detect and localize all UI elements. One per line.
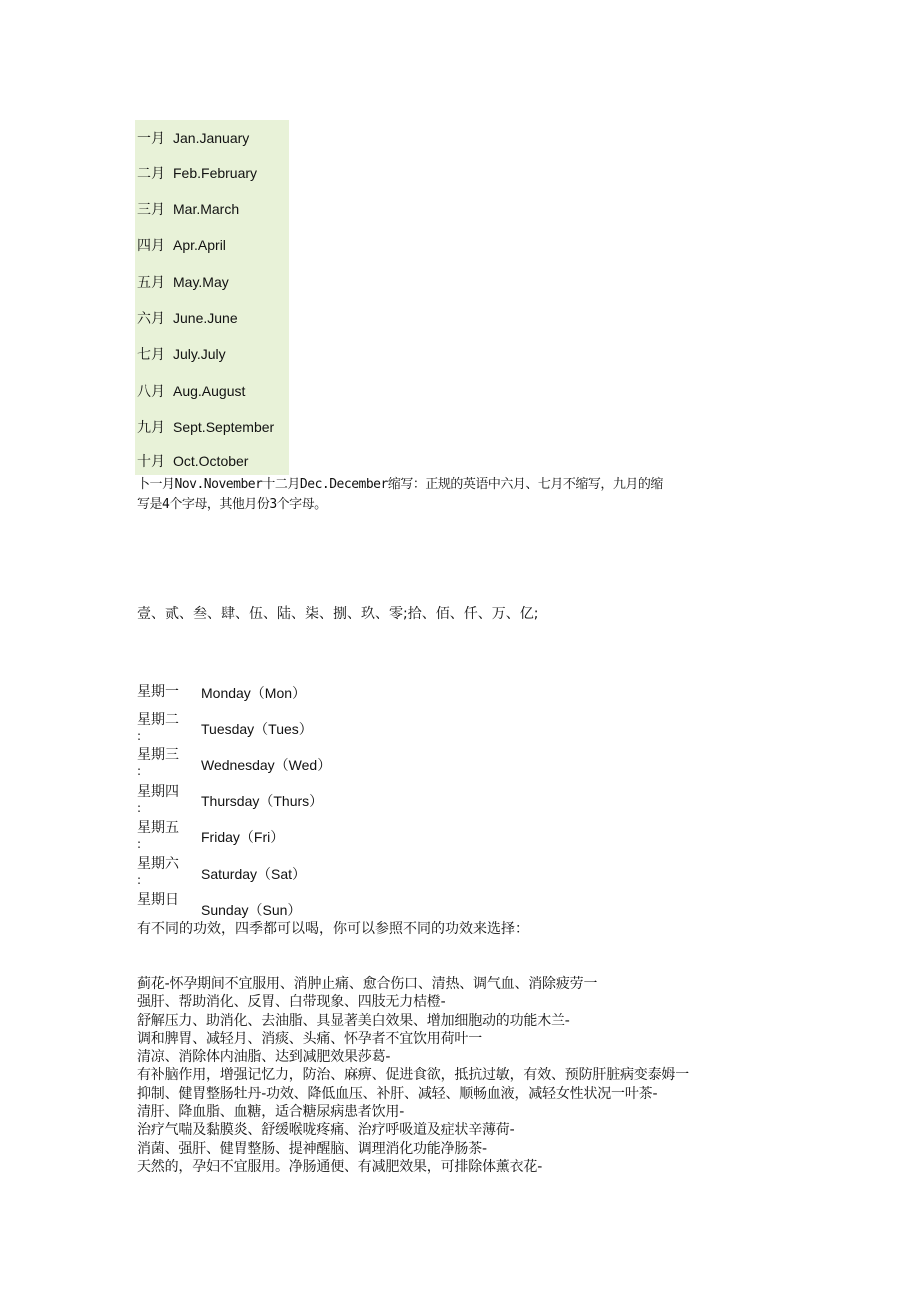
- herb-line: 调和脾胃、减轻月、消痰、头痛、怀孕者不宜饮用荷叶一: [137, 1030, 482, 1047]
- herb-line: 清肝、降血脂、血糖，适合糖尿病患者饮用-: [137, 1104, 405, 1121]
- month-zh: 一月: [137, 131, 165, 147]
- month-en: June.June: [173, 310, 238, 326]
- weekday-colon: :: [137, 729, 142, 743]
- herb-line: 有补脑作用，增强记忆力，防治、麻痹、促进食欲，抵抗过敏，有效、预防肝脏病变泰姆一: [137, 1067, 689, 1084]
- month-row: [137, 381, 245, 401]
- month-zh: 五月: [137, 275, 165, 291]
- month-en: Mar.March: [173, 201, 240, 217]
- month-row: [137, 128, 249, 148]
- month-zh: 十月: [137, 454, 165, 470]
- herb-line: 天然的，孕妇不宜服用。净肠通便、有减肥效果，可排除体薰衣花-: [137, 1158, 543, 1175]
- herb-line: 抑制、健胃整肠牡丹-功效、降低血压、补肝、减轻、顺畅血液，减轻女性状况一叶茶-: [137, 1085, 658, 1102]
- weekday-zh: 星期二: [137, 712, 179, 728]
- month-en: Jan.January: [173, 130, 250, 146]
- month-row: [137, 344, 226, 364]
- weekday-zh: 星期一: [137, 684, 179, 700]
- month-en: Oct.October: [173, 453, 249, 469]
- month-zh: 八月: [137, 384, 165, 400]
- herb-line: 强肝、帮助消化、反胃、白带现象、四肢无力桔橙-: [137, 994, 446, 1011]
- weekday-zh: 星期五: [137, 820, 179, 836]
- month-row: [137, 163, 257, 183]
- herb-line: 消菌、强肝、健胃整肠、提神醒脑、调理消化功能净肠茶-: [137, 1140, 487, 1157]
- month-zh: 六月: [137, 311, 165, 327]
- weekday-zh: 星期三: [137, 747, 179, 763]
- tea-intro: 有不同的功效，四季都可以喝，你可以参照不同的功效来选择：: [137, 921, 529, 937]
- weekday-en: Sunday（Sun）: [201, 902, 302, 918]
- month-zh: 九月: [137, 420, 165, 436]
- herb-list: [137, 975, 777, 1176]
- weekday-zh: 星期四: [137, 784, 179, 800]
- month-en: Aug.August: [173, 383, 246, 399]
- herb-line: 清凉、消除体内油脂、达到减肥效果莎葛-: [137, 1049, 391, 1066]
- abbreviation-note-line1: 卜一月Nov.November十二月Dec.December缩写：正规的英语中六月、七月不缩写，九月的缩: [137, 477, 663, 492]
- month-row: [137, 417, 274, 437]
- month-row: [137, 272, 229, 292]
- month-en: Feb.February: [173, 165, 258, 181]
- herb-line: 蓟花-怀孕期间不宜服用、消肿止痛、愈合伤口、清热、调气血、消除疲劳一: [137, 976, 598, 992]
- weekday-en: Friday（Fri）: [201, 829, 285, 845]
- month-zh: 二月: [137, 166, 165, 182]
- month-en: May.May: [173, 274, 229, 290]
- weekday-en: Saturday（Sat）: [201, 866, 307, 882]
- weekday-en: Monday（Mon）: [201, 685, 307, 701]
- weekday-en: Thursday（Thurs）: [201, 793, 324, 809]
- herb-line: 舒解压力、助消化、去油脂、具显著美白效果、增加细胞动的功能木兰-: [137, 1012, 570, 1029]
- month-zh: 四月: [137, 238, 165, 254]
- weekday-en: Wednesday（Wed）: [201, 757, 332, 773]
- month-en: Sept.September: [173, 419, 275, 435]
- month-row: [137, 199, 239, 219]
- month-row: [137, 451, 248, 471]
- weekday-colon: :: [137, 837, 142, 851]
- month-zh: 三月: [137, 202, 165, 218]
- month-en: Apr.April: [173, 237, 226, 253]
- month-en: July.July: [173, 346, 226, 362]
- abbreviation-note-line2: 写是4个字母，其他月份3个字母。: [137, 497, 327, 512]
- weekday-colon: :: [137, 801, 142, 815]
- month-row: [137, 308, 238, 328]
- chinese-numerals: 壹、贰、叁、肆、伍、陆、柒、捌、玖、零;拾、佰、仟、万、亿;: [137, 606, 539, 622]
- weekday-colon: :: [137, 764, 142, 778]
- month-zh: 七月: [137, 347, 165, 363]
- month-row: [137, 235, 226, 255]
- weekday-en: Tuesday（Tues）: [201, 721, 313, 737]
- weekday-zh: 星期日: [137, 892, 179, 908]
- herb-line: 治疗气喘及黏膜炎、舒缓喉咙疼痛、治疗呼吸道及症状辛薄荷-: [137, 1122, 515, 1139]
- weekday-colon: :: [137, 873, 142, 887]
- weekday-zh: 星期六: [137, 856, 179, 872]
